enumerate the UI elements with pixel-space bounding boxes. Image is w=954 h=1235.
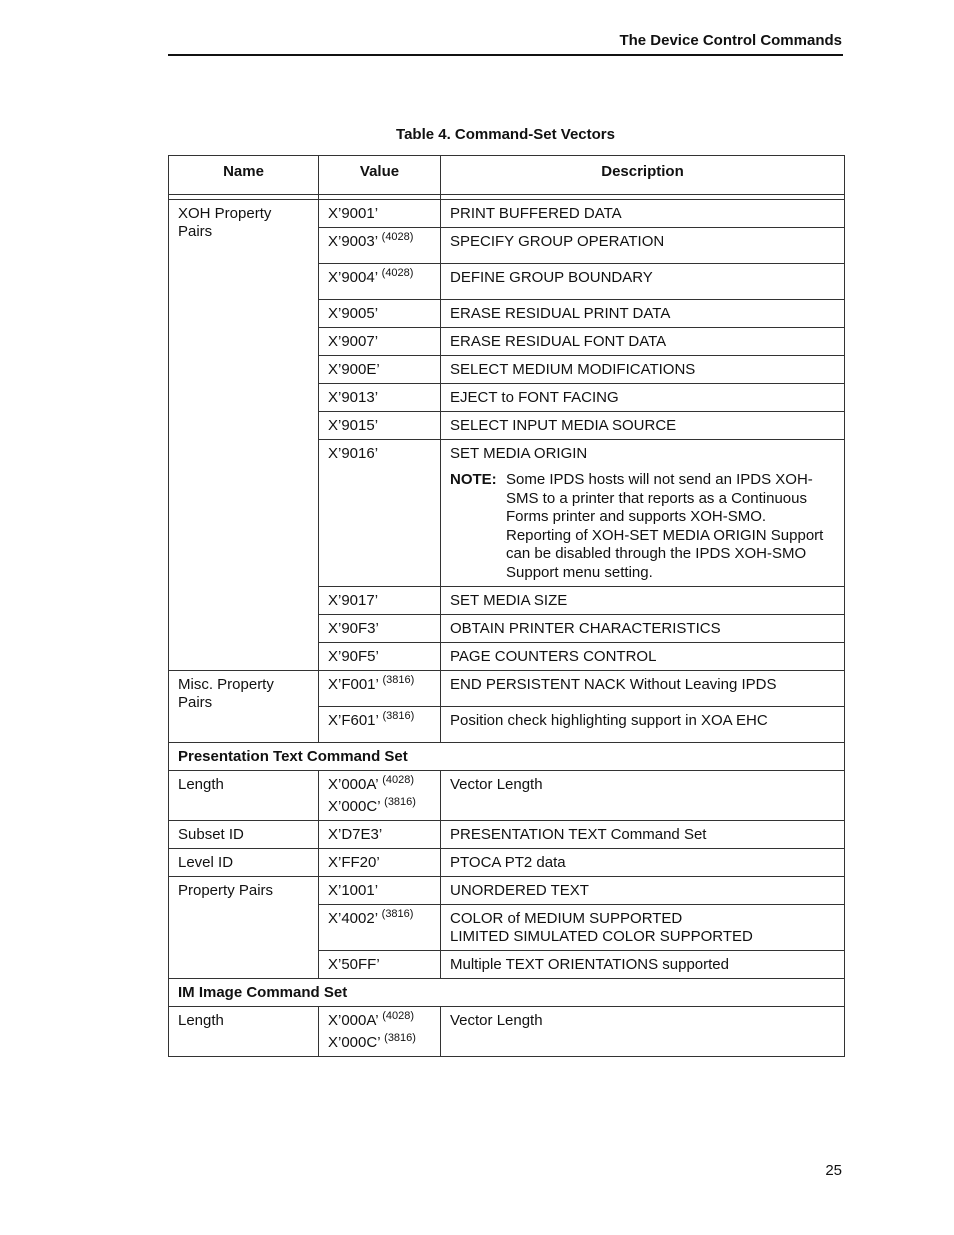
note-text: Some IPDS hosts will not send an IPDS XOH-SMS to a printer that reports as a Continuous Forms printer and supports XOH-SMO. Reporting of XOH-SET MEDIA ORIGIN Support can be disabled through the IPDS XOH-SMO Support menu setting. [506, 471, 824, 581]
row-value: X’1001’ [319, 877, 441, 905]
row-value: X’D7E3’ [319, 821, 441, 849]
row-description: END PERSISTENT NACK Without Leaving IPDS [441, 671, 845, 707]
table-row [169, 200, 845, 228]
row-description: OBTAIN PRINTER CHARACTERISTICS [441, 615, 845, 643]
row-description: PRINT BUFFERED DATA [441, 200, 845, 228]
row-name: Misc. Property Pairs [169, 671, 319, 743]
model-footnote: (4028) [382, 774, 415, 786]
section-row [169, 743, 845, 771]
row-description: SET MEDIA SIZE [441, 587, 845, 615]
row-value: X’000A’ $^{(4028)}$ X’000C’ $^{(3816)}$ [319, 1007, 441, 1057]
description-text: SET MEDIA ORIGIN [450, 445, 588, 462]
row-description: ERASE RESIDUAL FONT DATA [441, 328, 845, 356]
row-value: X’90F5’ [319, 643, 441, 671]
section-row [169, 979, 845, 1007]
row-description: Vector Length [441, 771, 845, 821]
row-name: Length [169, 771, 319, 821]
row-name: XOH Property Pairs [169, 200, 319, 671]
model-footnote: (3816) [384, 796, 416, 808]
row-description: PRESENTATION TEXT Command Set [441, 821, 845, 849]
table-header-row [169, 156, 845, 195]
model-footnote: (3816) [381, 908, 414, 920]
row-description: DEFINE GROUP BOUNDARY [441, 264, 845, 300]
row-value: X’90F3’ [319, 615, 441, 643]
row-value: X’9017’ [319, 587, 441, 615]
note-label: NOTE: [450, 471, 497, 488]
page-number: 25 [825, 1162, 842, 1179]
table-row [169, 877, 845, 905]
section-title: Presentation Text Command Set [169, 743, 845, 771]
row-value: X’000A’ $^{(4028)}$ X’000C’ $^{(3816)}$ [319, 771, 441, 821]
row-description: COLOR of MEDIUM SUPPORTED LIMITED SIMULATED COLOR SUPPORTED [441, 905, 845, 951]
row-description: Position check highlighting support in XOA EHC [441, 707, 845, 743]
row-value: X’9001’ [319, 200, 441, 228]
row-value: X’900E’ [319, 356, 441, 384]
row-name: Property Pairs [169, 877, 319, 979]
row-value: X’9005’ [319, 300, 441, 328]
model-footnote: (3816) [382, 674, 415, 686]
row-description: PAGE COUNTERS CONTROL [441, 643, 845, 671]
model-footnote: (4028) [382, 1010, 415, 1022]
model-footnote: (4028) [381, 231, 414, 243]
model-footnote: (3816) [382, 710, 415, 722]
table-caption: Table 4. Command-Set Vectors [396, 126, 615, 143]
running-header: The Device Control Commands [619, 32, 842, 49]
row-value: X’9004’ $^{(4028)}$ [319, 264, 441, 300]
column-header-name: Name [169, 156, 319, 195]
column-header-description: Description [441, 156, 845, 195]
row-description: SELECT MEDIUM MODIFICATIONS [441, 356, 845, 384]
row-description: SPECIFY GROUP OPERATION [441, 228, 845, 264]
row-value: X’FF20’ [319, 849, 441, 877]
row-description [441, 440, 845, 587]
row-value: X’4002’ $^{(3816)}$ [319, 905, 441, 951]
row-name: Level ID [169, 849, 319, 877]
row-value: X’9013’ [319, 384, 441, 412]
column-header-value: Value [319, 156, 441, 195]
row-value: X’9016’ [319, 440, 441, 587]
table-row [169, 1007, 845, 1057]
row-description: Vector Length [441, 1007, 845, 1057]
row-description: SELECT INPUT MEDIA SOURCE [441, 412, 845, 440]
model-footnote: (4028) [381, 267, 414, 279]
command-set-vectors-table [168, 155, 845, 1057]
row-value: X’9003’ $^{(4028)}$ [319, 228, 441, 264]
table-row [169, 849, 845, 877]
row-description: EJECT to FONT FACING [441, 384, 845, 412]
table-row [169, 771, 845, 821]
row-description: ERASE RESIDUAL PRINT DATA [441, 300, 845, 328]
row-description: UNORDERED TEXT [441, 877, 845, 905]
row-value: X’F601’ $^{(3816)}$ [319, 707, 441, 743]
row-value: X’9015’ [319, 412, 441, 440]
table-row [169, 671, 845, 707]
row-name: Subset ID [169, 821, 319, 849]
row-name: Length [169, 1007, 319, 1057]
row-value: X’9007’ [319, 328, 441, 356]
row-description: PTOCA PT2 data [441, 849, 845, 877]
row-value: X’F001’ $^{(3816)}$ [319, 671, 441, 707]
section-title: IM Image Command Set [169, 979, 845, 1007]
model-footnote: (3816) [384, 1032, 416, 1044]
table-row [169, 821, 845, 849]
row-value: X’50FF’ [319, 951, 441, 979]
header-rule [168, 54, 843, 56]
note [450, 471, 835, 582]
row-description: Multiple TEXT ORIENTATIONS supported [441, 951, 845, 979]
